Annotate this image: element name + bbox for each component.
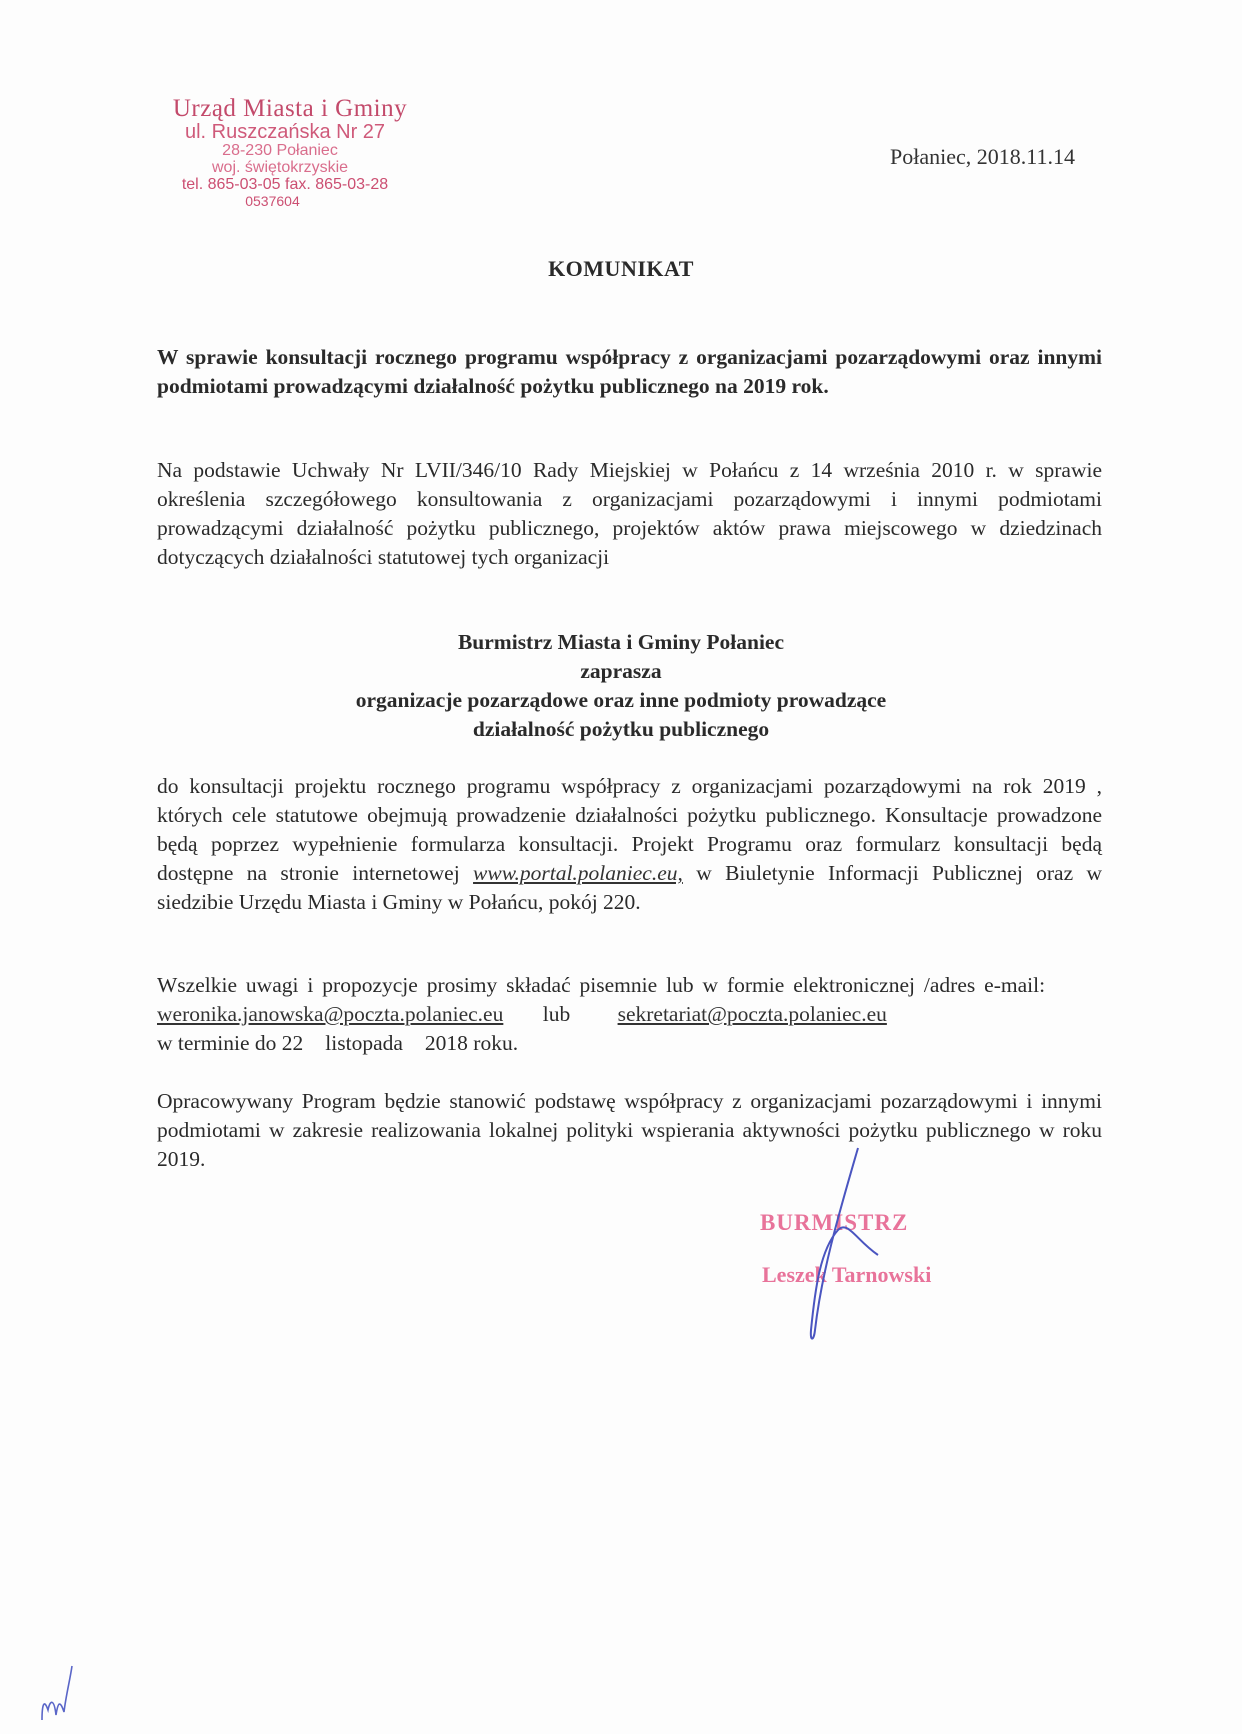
- invitation-mayor: Burmistrz Miasta i Gminy Połaniec: [457, 630, 785, 654]
- invitation-block: [0, 628, 1242, 744]
- stamp-voivodeship: woj. świętokrzyskie: [211, 159, 349, 177]
- deadline-text: w terminie do 22: [157, 1031, 304, 1055]
- stamp-postal: 28-230 Połaniec: [222, 142, 338, 160]
- seal-name: Leszek Tarnowski: [762, 1262, 932, 1287]
- stamp-office-name: Urząd Miasta i Gminy: [172, 95, 408, 122]
- stamp-phone: tel. 865-03-05 fax. 865-03-28: [181, 175, 389, 193]
- stamp-regon: 0537604: [245, 192, 300, 209]
- or-text: lub: [542, 1002, 571, 1026]
- submission-text: Wszelkie uwagi i propozycje prosimy składać pisemnie lub w formie elektronicznej /adres e-mail:: [157, 973, 1046, 997]
- consultation-text: do konsultacji projektu rocznego programu współpracy z organizacjami pozarządowymi na rok 2019 , których cele statutowe obejmują prowadzenie działalności pożytku publicznego. Konsultacje prowadzone będą poprzez wypełnienie formularza konsultacji. Projekt Programu oraz formularz konsultacji będą dostępne na stronie internetowej: [157, 774, 1102, 885]
- document-date: Połaniec, 2018.11.14: [890, 144, 1075, 169]
- paragraph-program-basis: Opracowywany Program będzie stanowić podstawę współpracy z organizacjami pozarządowymi i innymi podmiotami w zakresie realizowania lokalnej polityki wspierania aktywności pożytku publicznego w roku 2019.: [157, 1089, 1102, 1171]
- deadline-year: 2018 roku.: [424, 1031, 519, 1055]
- invitation-recipients: organizacje pozarządowe oraz inne podmioty prowadzące: [355, 688, 887, 712]
- stamp-street: ul. Ruszczańska Nr 27: [184, 121, 386, 144]
- document-heading: KOMUNIKAT: [548, 256, 694, 281]
- consultation-text-cont: w Biuletynie Informacji Publicznej oraz w siedzibie Urzędu Miasta i Gminy w Połańcu, pokój 220.: [157, 861, 1102, 914]
- paragraph-legal-basis: Na podstawie Uchwały Nr LVII/346/10 Rady Miejskiej w Połańcu z 14 września 2010 r. w sprawie określenia szczegółowego konsultowania z organizacjami pozarządowymi i innymi podmiotami prowadzącymi działalność pożytku publicznego, projektów aktów prawa miejscowego w dziedzinach dotyczących działalności statutowej tych organizacji: [157, 458, 1102, 569]
- email-link-janowska[interactable]: weronika.janowska@poczta.polaniec.eu: [157, 1002, 504, 1026]
- email-link-sekretariat[interactable]: sekretariat@poczta.polaniec.eu: [617, 1002, 887, 1026]
- document-subject: W sprawie konsultacji rocznego programu współpracy z organizacjami pozarządowymi oraz innymi podmiotami prowadzącymi działalność pożytku publicznego na 2019 rok.: [157, 345, 1102, 398]
- paragraph-consultation: [157, 772, 1102, 917]
- invitation-verb: zaprasza: [580, 659, 662, 683]
- deadline-month: listopada: [325, 1031, 403, 1055]
- initials-icon: [38, 1660, 78, 1730]
- paragraph-submission: [157, 971, 1102, 1058]
- seal-title: BURMISTRZ: [760, 1210, 909, 1235]
- signature-icon: [760, 1140, 960, 1350]
- portal-link[interactable]: www.portal.polaniec.eu,: [473, 861, 683, 885]
- office-stamp: [140, 96, 450, 208]
- invitation-recipients-cont: działalność pożytku publicznego: [472, 717, 770, 741]
